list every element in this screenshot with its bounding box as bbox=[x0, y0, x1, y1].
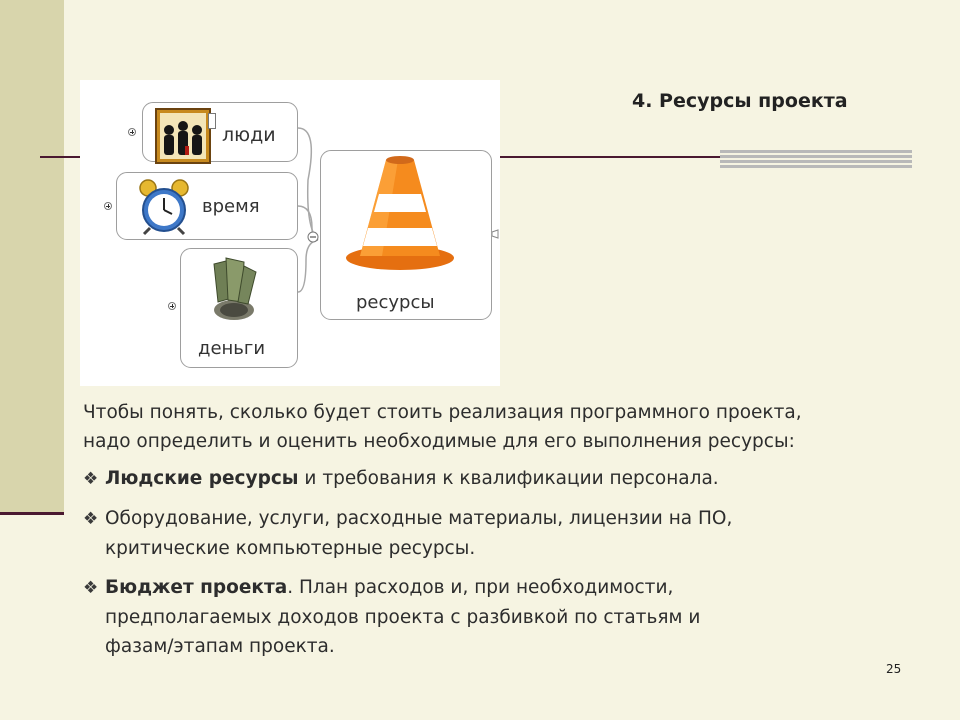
bullet2-line-2: критические компьютерные ресурсы. bbox=[105, 538, 476, 559]
people-icon bbox=[155, 108, 211, 164]
more-options-icon bbox=[208, 113, 216, 129]
bullet3-line-3: фазам/этапам проекта. bbox=[105, 636, 335, 657]
mindmap-label-resources: ресурсы bbox=[356, 292, 435, 313]
left-sidebar-band bbox=[0, 0, 64, 512]
bullet-diamond-icon: ❖ bbox=[83, 578, 99, 598]
intro-line-2: надо определить и оценить необходимые для его выполнения ресурсы: bbox=[83, 431, 795, 452]
mindmap-label-money: деньги bbox=[198, 338, 266, 359]
slide-title: 4. Ресурсы проекта bbox=[632, 90, 848, 112]
bullet-diamond-icon: ❖ bbox=[83, 469, 99, 489]
intro-line-1: Чтобы понять, сколько будет стоить реализация программного проекта, bbox=[83, 402, 802, 423]
bullet-diamond-icon: ❖ bbox=[83, 509, 99, 529]
bullet-human-resources bbox=[83, 464, 923, 494]
bullet3-bold: Бюджет проекта bbox=[105, 577, 288, 598]
expand-money-icon bbox=[168, 302, 176, 310]
slide-body bbox=[83, 398, 923, 661]
bullet3-line-1: . План расходов и, при необходимости, bbox=[287, 577, 674, 598]
bullet1-text: и требования к квалификации персонала. bbox=[298, 468, 719, 489]
mindmap-image bbox=[80, 80, 500, 386]
traffic-cone-icon bbox=[342, 154, 458, 274]
title-rule-left bbox=[40, 156, 80, 158]
bullet1-bold: Людские ресурсы bbox=[105, 468, 299, 489]
bullet-equipment bbox=[83, 504, 923, 563]
bullet2-line-1: Оборудование, услуги, расходные материалы, лицензии на ПО, bbox=[105, 508, 733, 529]
decorative-stripes bbox=[720, 150, 912, 168]
alarm-clock-icon bbox=[136, 178, 192, 236]
sidebar-bottom-line bbox=[0, 512, 64, 515]
expand-people-icon bbox=[128, 128, 136, 136]
mindmap-label-time: время bbox=[202, 196, 260, 217]
mindmap-label-people: люди bbox=[222, 124, 276, 146]
intro-paragraph bbox=[83, 398, 923, 456]
money-icon bbox=[204, 256, 264, 326]
bullet-budget bbox=[83, 573, 923, 661]
bullet3-line-2: предполагаемых доходов проекта с разбивкой по статьям и bbox=[105, 607, 701, 628]
expand-time-icon bbox=[104, 202, 112, 210]
page-number: 25 bbox=[886, 662, 902, 676]
